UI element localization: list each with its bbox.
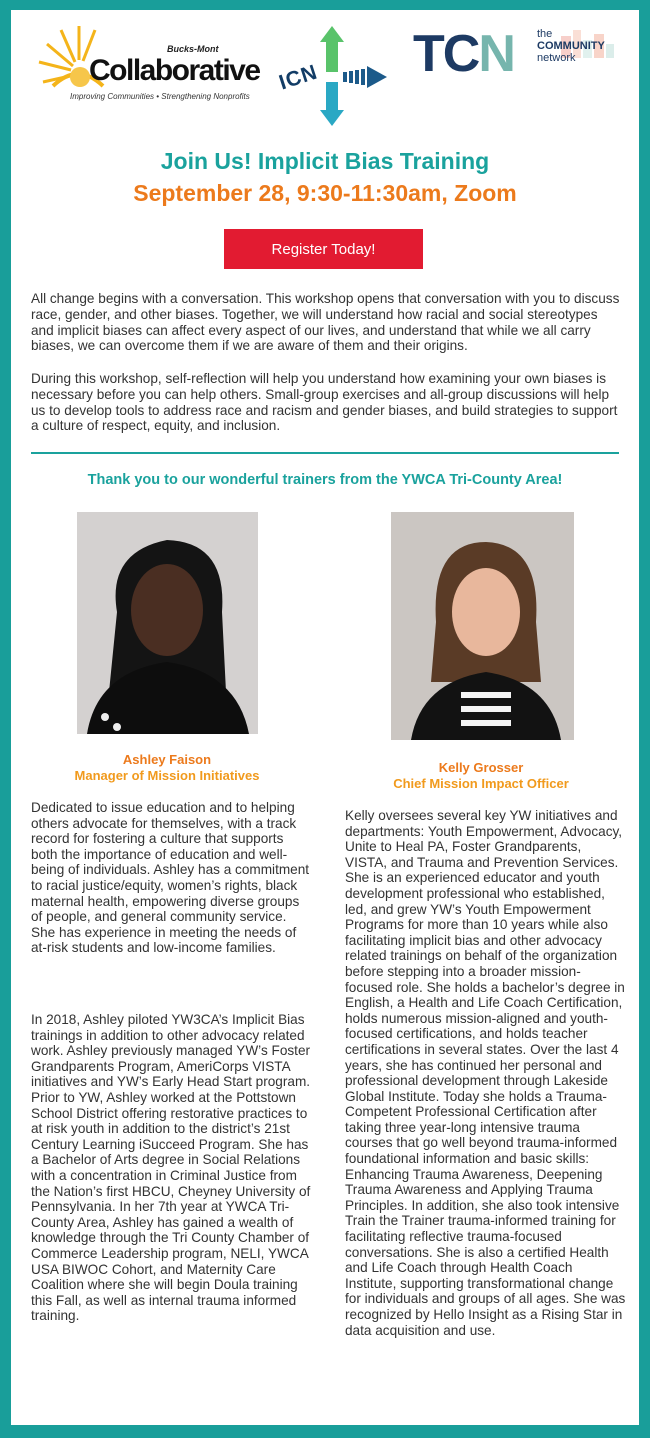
trainer-1-bio-2: In 2018, Ashley piloted YW3CA’s Implicit Bias trainings in addition to other advocacy related work. Ashley previously managed YW’s Foster Grandparents Program, AmeriCorps VISTA initiatives and YW’s Early Head Start program. Prior to YW, Ashley worked at the Pottstown School District offering restorative practices to at risk youth in addition to the district’s 21st Century Learning iSucceed Program. She has a Bachelor of Arts degree in Social Relations with a concentration in Criminal Justice from the Nation’s first HBCU, Cheyney University of Pennsylvania. In her 7th year at YWCA Tri-County Area, Ashley has gained a wealth of knowledge through the Tri County Chamber of Commerce Leadership program, NELI, YWCA USA BIWOC Cohort, and Maternity Care Coalition where she will begin Doula training this Fall, as well as internal trauma informed training. bbox=[31, 1012, 311, 1324]
trainer-1-name-block bbox=[51, 752, 283, 784]
tcn-accent-letter: N bbox=[478, 25, 514, 83]
tcn-community-network-logo[interactable] bbox=[411, 24, 626, 94]
trainer-2-role: Chief Mission Impact Officer bbox=[393, 776, 569, 791]
collab-wordmark: Collaborative bbox=[89, 54, 260, 87]
section-divider bbox=[31, 452, 619, 454]
bucks-mont-collaborative-logo[interactable] bbox=[33, 22, 260, 112]
trainer-1-bio-1: Dedicated to issue education and to helping others advocate for themselves, with a track record for fostering a culture that supports both the importance of education and well-being of individuals. Ashley has a commitment to racial justice/equity, women’s rights, black maternal health, empowering diverse groups of people, and general community service. She has experience in meeting the needs of at-risk students and low-income families. bbox=[31, 800, 310, 956]
trainer-1-name: Ashley Faison bbox=[122, 752, 212, 767]
collab-small-text: Bucks-Mont bbox=[167, 44, 219, 54]
tcn-community: COMMUNITY bbox=[537, 40, 605, 52]
event-title: Join Us! Implicit Bias Training bbox=[160, 148, 490, 174]
intro-paragraph-1: All change begins with a conversation. This workshop opens that conversation with you to discuss race, gender, and other biases. Together, we will understand how racial and social stereotypes and implicit biases can affect every aspect of our lives, and understand that while we all carry biases, we can overcome them if we are aware of them and their origins. bbox=[31, 291, 620, 354]
collab-tagline: Improving Communities • Strengthening Nonprofits bbox=[70, 92, 250, 101]
trainers-heading: Thank you to our wonderful trainers from the YWCA Tri-County Area! bbox=[87, 472, 563, 488]
trainer-2-name-block bbox=[365, 760, 597, 792]
kelly-grosser-photo bbox=[391, 512, 574, 740]
trainer-1-role: Manager of Mission Initiatives bbox=[74, 768, 260, 783]
newsletter-card bbox=[11, 10, 639, 1425]
icn-logo[interactable] bbox=[277, 26, 392, 126]
register-button[interactable]: Register Today! bbox=[224, 229, 423, 269]
tcn-subtitle bbox=[537, 28, 605, 64]
ashley-faison-photo bbox=[77, 512, 258, 734]
trainer-2-bio: Kelly oversees several key YW initiatives and departments: Youth Empowerment, Advocacy, Unite to Heal PA, Foster Grandparents, VISTA, and Trauma and Prevention Services. She is an experienced educator and youth development professional who established, led, and grew YW’s Youth Empowerment Programs for more than 10 years while also facilitating implicit bias and other advocacy related trainings on behalf of the organization before stepping into a broader mission-focused role. She holds a bachelor’s degree in English, a Health and Life Coach Certification, holds numerous mission-aligned and youth-focused certifications, and holds teacher certifications in several states. Over the last 4 years, she has continued her personal and professional development through Lakeside Global Institute. Today she holds a Trauma-Competent Professional Certification after taking three year-long intensive trauma courses that go well beyond trauma-informed foundational information and basic skills: Enhancing Trauma Awareness, Deepening Trauma Awareness and Applying Trauma Principles. In addition, she also took intensive Train the Trainer trauma-informed training for facilitating reflective trauma-focused conversations. She is also a certified Health and Life Coach through Health Coach Institute, supporting transformational change for individuals and groups of all ages. She was recognized by Hello Insight as a Rising Star in data acquisition and use. bbox=[345, 808, 626, 1338]
tcn-network: network bbox=[537, 52, 576, 64]
tcn-letters bbox=[413, 24, 514, 84]
intro-paragraph-2: During this workshop, self-reflection will help you understand how examining your own biases is necessary before you can help others. Small-group exercises and all-group discussions will help us to develop tools to address race and racism and gender biases, and build strategies to support a culture of respect, equity, and inclusion. bbox=[31, 371, 618, 434]
trainer-2-name: Kelly Grosser bbox=[438, 760, 524, 775]
tcn-the: the bbox=[537, 28, 553, 40]
tcn-main-letters: TC bbox=[413, 25, 479, 83]
icn-text: ICN bbox=[276, 60, 321, 95]
event-date: September 28, 9:30-11:30am, Zoom bbox=[133, 180, 517, 206]
